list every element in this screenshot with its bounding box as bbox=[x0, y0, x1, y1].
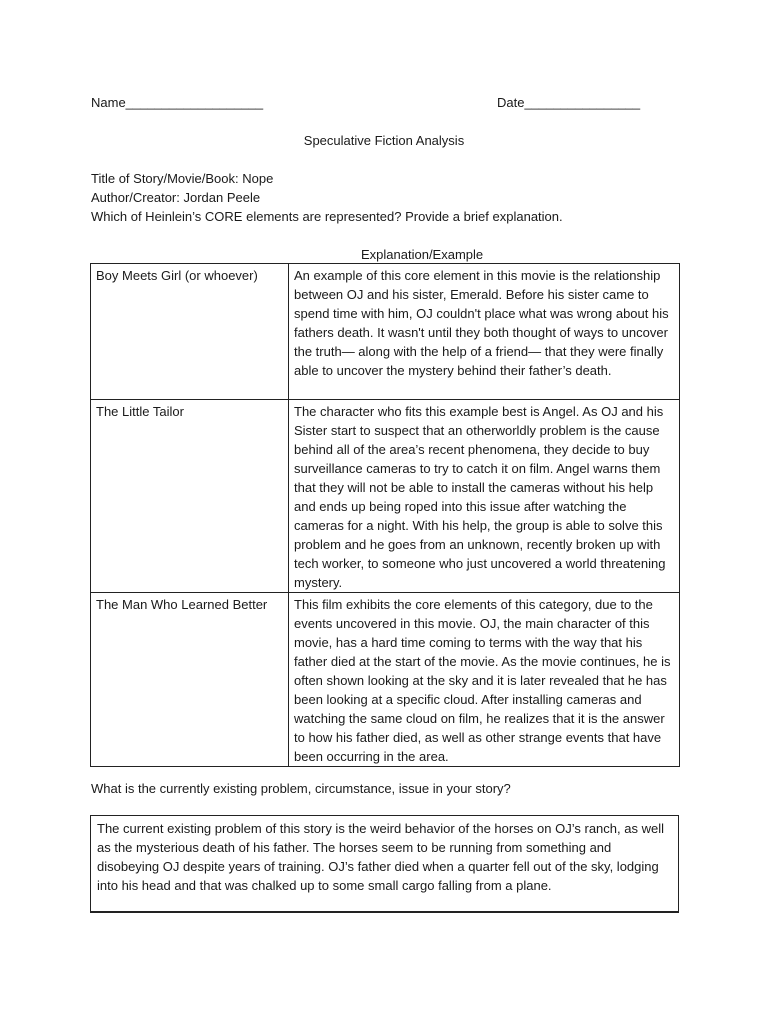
table-row bbox=[91, 264, 680, 400]
core-element-name: The Little Tailor bbox=[91, 400, 289, 593]
core-element-explanation: The character who fits this example best is Angel. As OJ and his Sister start to suspect that an otherworldly problem is the cause behind all of the area’s recent phenomena, they decide to buy surveillance cameras to try to catch it on film. Angel warns them that they will not be able to install the cameras without his help and ends up being roped into this issue after watching the cameras for a night. With his help, the group is able to solve this problem and he goes from an unknown, recently broken up with tech worker, to someone who just uncovered a world threatening mystery. bbox=[289, 400, 680, 593]
core-element-explanation: An example of this core element in this movie is the relationship between OJ and his sister, Emerald. Before his sister came to spend time with him, OJ couldn't place what was wrong about his fathers death. It wasn't until they both thought of ways to uncover the truth— along with the help of a friend— that they were finally able to uncover the mystery behind their father’s death. bbox=[289, 264, 680, 400]
story-author-line: Author/Creator: Jordan Peele bbox=[91, 190, 261, 205]
core-element-name: The Man Who Learned Better bbox=[91, 593, 289, 767]
document-title: Speculative Fiction Analysis bbox=[303, 133, 465, 148]
table-row bbox=[91, 593, 680, 767]
story-title-line: Title of Story/Movie/Book: Nope bbox=[91, 171, 274, 186]
core-elements-question: Which of Heinlein’s CORE elements are represented? Provide a brief explanation. bbox=[91, 209, 563, 224]
name-field-label: Name___________________ bbox=[91, 95, 264, 110]
date-field-label: Date________________ bbox=[497, 95, 641, 110]
core-element-name: Boy Meets Girl (or whoever) bbox=[91, 264, 289, 400]
core-elements-table bbox=[90, 263, 680, 767]
problem-answer-box: The current existing problem of this story is the weird behavior of the horses on OJ’s ranch, as well as the mysterious death of his father. The horses seem to be running from something and disobeying OJ despite years of training. OJ’s father died when a quarter fell out of the sky, lodging into his head and that was chalked up to some small cargo falling from a plane. bbox=[90, 815, 679, 913]
explanation-column-header: Explanation/Example bbox=[361, 247, 484, 262]
table-row bbox=[91, 400, 680, 593]
problem-question: What is the currently existing problem, circumstance, issue in your story? bbox=[91, 781, 511, 796]
core-element-explanation: This film exhibits the core elements of this category, due to the events uncovered in this movie. OJ, the main character of this movie, has a hard time coming to terms with the way that his father died at the start of the movie. As the movie continues, he is often shown looking at the sky and it is later revealed that he has been looking at a specific cloud. After installing cameras and watching the same cloud on film, he realizes that it is the answer to how his father died, as well as other strange events that have been occurring in the area. bbox=[289, 593, 680, 767]
